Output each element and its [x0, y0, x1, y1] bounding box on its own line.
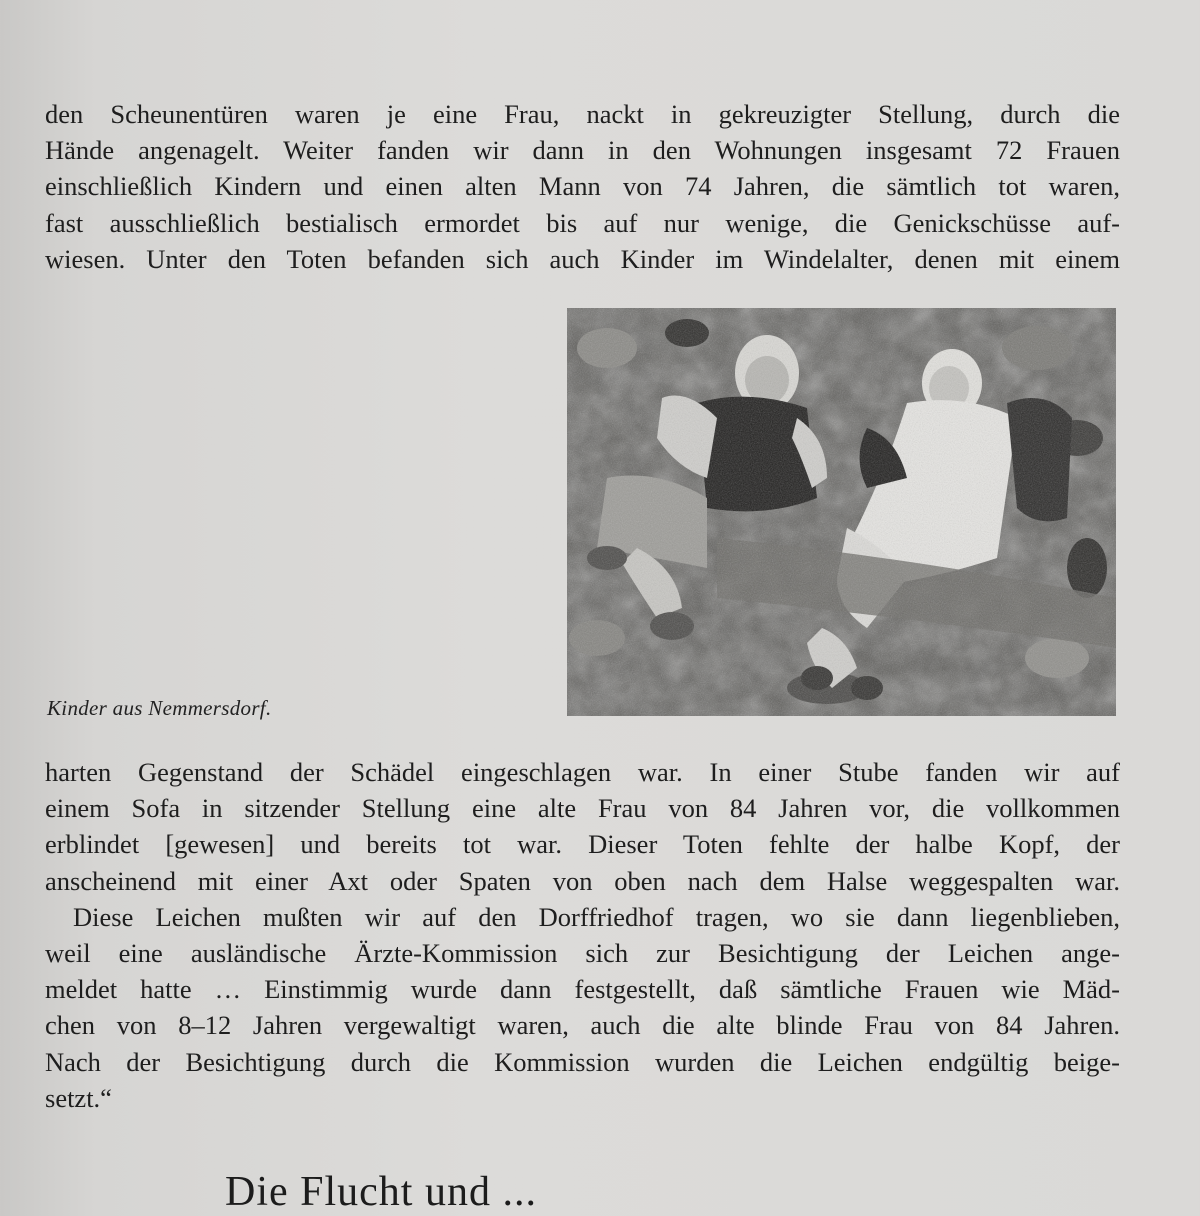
text-line: einschließlich Kindern und einen alten Mann von 74 Jahren, die sämtlich tot waren,: [45, 171, 1120, 202]
text-line: setzt.“: [45, 1082, 112, 1113]
photo-image: [567, 308, 1116, 716]
top-paragraph: [45, 96, 1120, 277]
text-line: anscheinend mit einer Axt oder Spaten von oben nach dem Halse weggespalten war.: [45, 865, 1120, 896]
text-line: weil eine ausländische Ärzte-Kommission sich zur Besichtigung der Leichen ange-: [45, 938, 1120, 969]
text-line: Diese Leichen mußten wir auf den Dorffriedhof tragen, wo sie dann liegenblieben,: [73, 901, 1120, 932]
text-line: einem Sofa in sitzender Stellung eine alte Frau von 84 Jahren vor, die vollkommen: [45, 793, 1120, 824]
text-line: meldet hatte … Einstimmig wurde dann festgestellt, daß sämtliche Frauen wie Mäd-: [45, 974, 1120, 1005]
next-section-heading: Die Flucht und ...: [225, 1169, 537, 1215]
text-line: harten Gegenstand der Schädel eingeschlagen war. In einer Stube fanden wir auf: [45, 757, 1120, 787]
text-line: chen von 8–12 Jahren vergewaltigt waren, auch die alte blinde Frau von 84 Jahren.: [45, 1010, 1120, 1041]
text-line: fast ausschließlich bestialisch ermordet bis auf nur wenige, die Genickschüsse auf-: [45, 207, 1120, 238]
photograph: [567, 308, 1116, 716]
text-line: wiesen. Unter den Toten befanden sich auch Kinder im Windelalter, denen mit einem: [45, 243, 1120, 274]
text-line: Nach der Besichtigung durch die Kommission wurden die Leichen endgültig beige-: [45, 1046, 1120, 1077]
text-line: Hände angenagelt. Weiter fanden wir dann in den Wohnungen insgesamt 72 Frauen: [45, 135, 1120, 166]
text-line: den Scheunentüren waren je eine Frau, nackt in gekreuzigter Stellung, durch die: [45, 99, 1120, 129]
photo-caption: Kinder aus Nemmersdorf.: [47, 696, 272, 720]
bottom-paragraph: [45, 754, 1120, 1116]
text-line: erblindet [gewesen] und bereits tot war. Dieser Toten fehlte der halbe Kopf, der: [45, 829, 1120, 860]
